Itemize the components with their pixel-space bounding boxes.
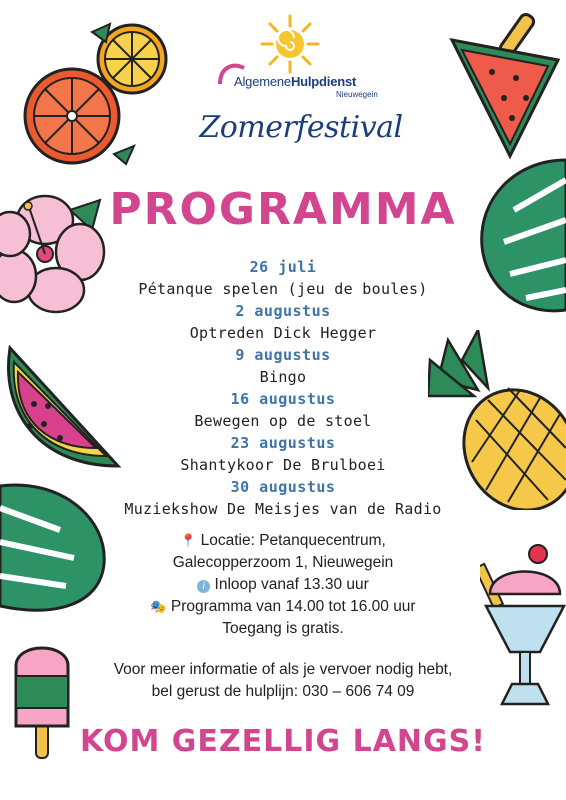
walk-in-text: Inloop vanaf 13.30 uur [214,576,369,593]
contact-line-1: Voor meer informatie of als je vervoer nodig hebt, [113,661,453,678]
schedule-text: Programma van 14.00 tot 16.00 uur [170,598,416,615]
contact-info [60,659,506,703]
page-title: PROGRAMMA [109,184,457,235]
schedule-line [80,596,486,618]
program-date: 2 augustus [235,302,331,320]
program-date: 9 augustus [235,346,331,364]
program-event: Muziekshow De Meisjes van de Radio [124,500,442,518]
logo-org-bold: Hulpdienst [290,74,357,89]
program-list [60,256,506,520]
program-date: 26 juli [249,258,317,276]
logo-location: Nieuwegein [336,90,378,99]
info-icon: i [197,580,210,593]
call-to-action: KOM GEZELLIG LANGS! [80,724,486,759]
program-event: Shantykoor De Brulboei [180,456,386,474]
location-line [80,530,486,552]
admission-line: Toegang is gratis. [222,620,344,637]
program-date: 16 augustus [230,390,336,408]
logo-festival-name: Zomerfestival [199,110,403,145]
program-date: 23 augustus [230,434,336,452]
theater-masks-icon: 🎭 [150,599,167,614]
location-text: Locatie: Petanquecentrum, [200,532,386,549]
program-event: Bingo [259,368,307,386]
event-info [80,530,486,640]
program-event: Optreden Dick Hegger [189,324,377,342]
logo-org-name [234,74,356,89]
watermelon-popsicle-illustration [430,6,566,166]
program-event: Pétanque spelen (jeu de boules) [138,280,428,298]
sun-icon [260,14,320,74]
logo-org-regular: Algemene [234,74,291,89]
program-date: 30 augustus [230,478,336,496]
program-event: Bewegen op de stoel [194,412,372,430]
contact-line-2: bel gerust de hulplijn: 030 – 606 74 09 [151,683,415,700]
pin-icon: 📍 [180,533,197,548]
orange-slices-illustration [10,14,180,184]
address-line: Galecopperzoom 1, Nieuwegein [172,554,394,571]
walk-in-line [80,574,486,596]
logo [196,14,406,164]
